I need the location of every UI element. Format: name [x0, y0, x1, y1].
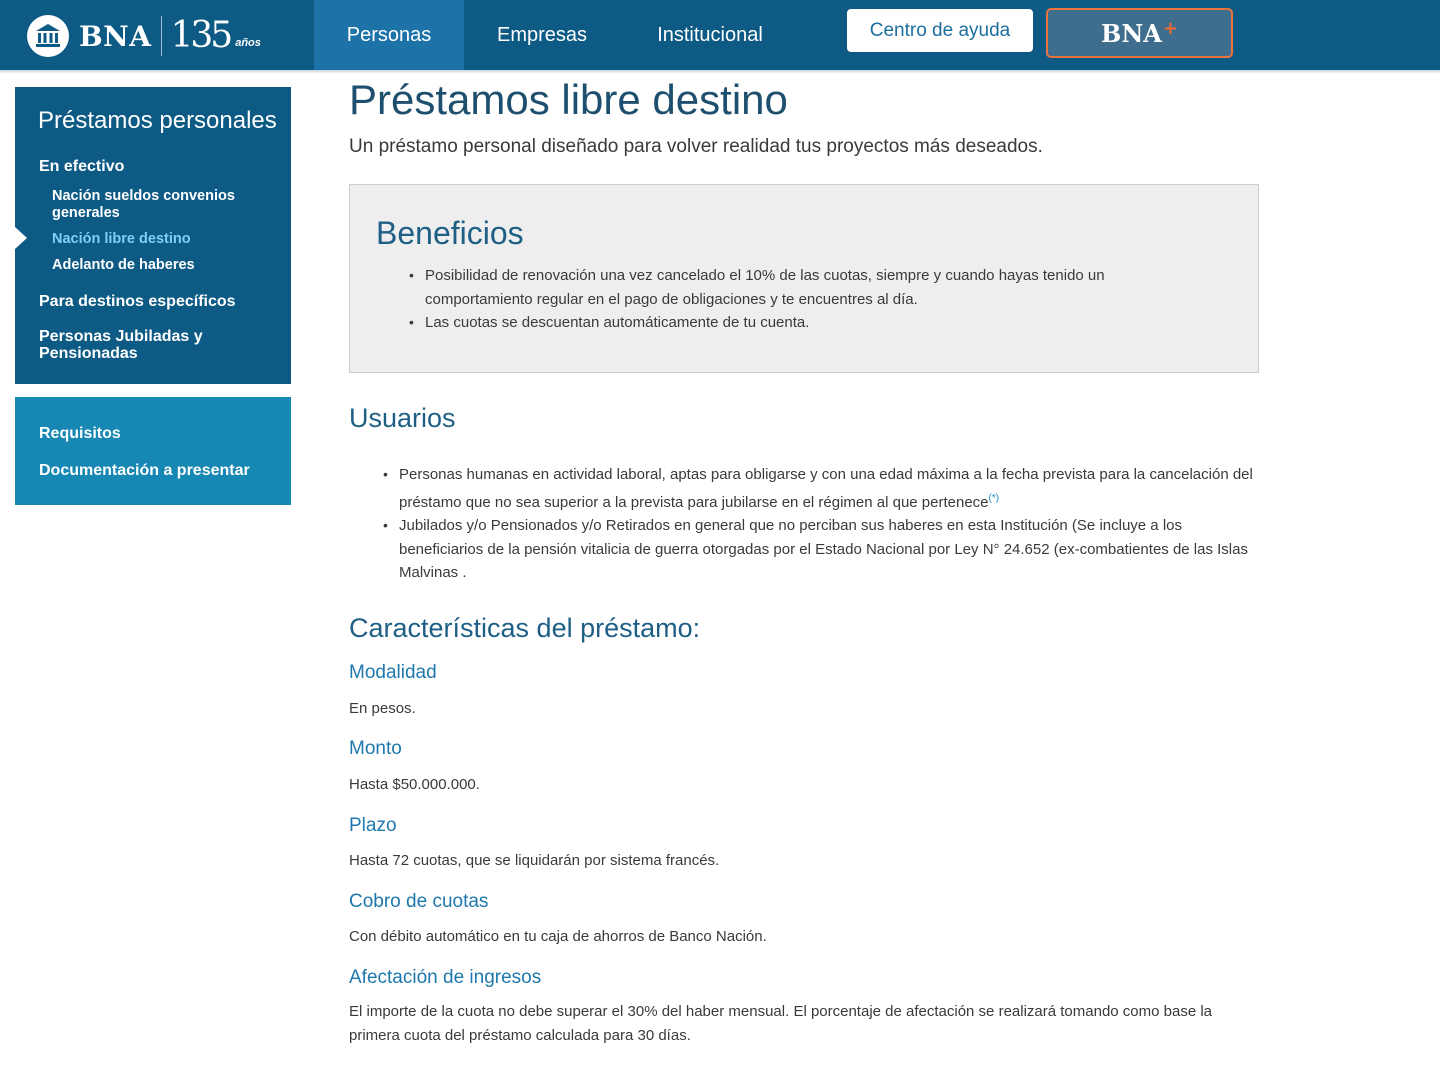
list-item: • Jubilados y/o Pensionados y/o Retirados en general que no perciban sus haberes en esta Institución (Se incluye a los beneficiarios de la pensión vitalicia de guerra otorgadas por el Estado Nacional por Ley N° 24.652 (ex-combatientes de las Islas Malvinas .	[379, 514, 1259, 585]
page-title: Préstamos libre destino	[349, 76, 788, 123]
anniversary-suffix: años	[235, 37, 261, 49]
afectacion-text: El importe de la cuota no debe superar el 30% del haber mensual. El porcentaje de afectación se realizará tomando como base la primera cuota del préstamo calculada para 30 días.	[349, 1003, 1213, 1044]
top-navbar	[0, 0, 1440, 70]
sidebar-links	[15, 397, 291, 505]
benefits-title: Beneficios	[376, 215, 524, 251]
sidebar-item-en-efectivo[interactable]: En efectivo	[39, 158, 125, 175]
plazo-title: Plazo	[349, 815, 397, 836]
header-shadow	[0, 70, 1440, 74]
help-center-button[interactable]: Centro de ayuda	[847, 9, 1033, 52]
bna-logo[interactable]	[27, 14, 261, 58]
monto-text: Hasta $50.000.000.	[349, 776, 480, 793]
nav-institucional[interactable]: Institucional	[657, 23, 763, 46]
cobro-text: Con débito automático en tu caja de ahorros de Banco Nación.	[349, 928, 767, 945]
sidebar-item-libre-destino[interactable]: Nación libre destino	[52, 231, 191, 247]
plus-icon: +	[1162, 17, 1178, 39]
bank-building-icon	[27, 15, 69, 57]
plazo-text: Hasta 72 cuotas, que se liquidarán por sistema francés.	[349, 852, 720, 869]
page-subtitle: Un préstamo personal diseñado para volver realidad tus proyectos más deseados.	[349, 136, 1043, 157]
footnote-link[interactable]: (*)	[988, 492, 1000, 504]
modalidad-text: En pesos.	[349, 700, 416, 717]
list-item	[379, 463, 1259, 514]
benefits-panel	[349, 184, 1259, 373]
characteristics-title: Características del préstamo:	[349, 613, 701, 643]
sidebar-item-adelanto-haberes[interactable]: Adelanto de haberes	[52, 257, 195, 273]
nav-personas[interactable]: Personas	[314, 0, 464, 70]
cobro-title: Cobro de cuotas	[349, 891, 489, 912]
sidebar-item-sueldos-convenios[interactable]: Nación sueldos convenios generales	[52, 188, 235, 221]
active-item-pointer	[15, 227, 27, 249]
logo-text: BNA	[79, 19, 152, 53]
bna-plus-button[interactable]	[1046, 8, 1233, 58]
nav-empresas[interactable]: Empresas	[496, 23, 588, 46]
list-item: • Posibilidad de renovación una vez cancelado el 10% de las cuotas, siempre y cuando hayas tenido un comportamiento regular en el pago de obligaciones y te encuentres al día.	[405, 264, 1185, 311]
bna-plus-label: BNA	[1101, 18, 1162, 48]
sidebar-item-jubiladas[interactable]: Personas Jubiladas y Pensionadas	[39, 328, 203, 362]
sidebar-item-destinos-especificos[interactable]: Para destinos específicos	[39, 293, 236, 310]
sidebar-title[interactable]: Préstamos personales	[38, 107, 277, 134]
user-requirement-text: Personas humanas en actividad laboral, aptas para obligarse y con una edad máxima a la fecha prevista para la cancelación del préstamo que no sea superior a la prevista para jubilarse en el régimen al que pertenece	[399, 466, 1253, 511]
users-list	[379, 463, 1259, 585]
users-title: Usuarios	[349, 403, 456, 433]
sidebar-link-documentacion[interactable]: Documentación a presentar	[39, 462, 250, 479]
modalidad-title: Modalidad	[349, 662, 437, 683]
anniversary-mark: 135	[170, 15, 231, 56]
sidebar-link-requisitos[interactable]: Requisitos	[39, 425, 121, 442]
logo-divider	[161, 16, 162, 56]
afectacion-title: Afectación de ingresos	[349, 967, 542, 988]
benefits-list	[405, 264, 1185, 335]
sidebar-menu	[15, 87, 291, 384]
list-item: • Las cuotas se descuentan automáticamente de tu cuenta.	[405, 311, 1185, 335]
monto-title: Monto	[349, 738, 402, 759]
